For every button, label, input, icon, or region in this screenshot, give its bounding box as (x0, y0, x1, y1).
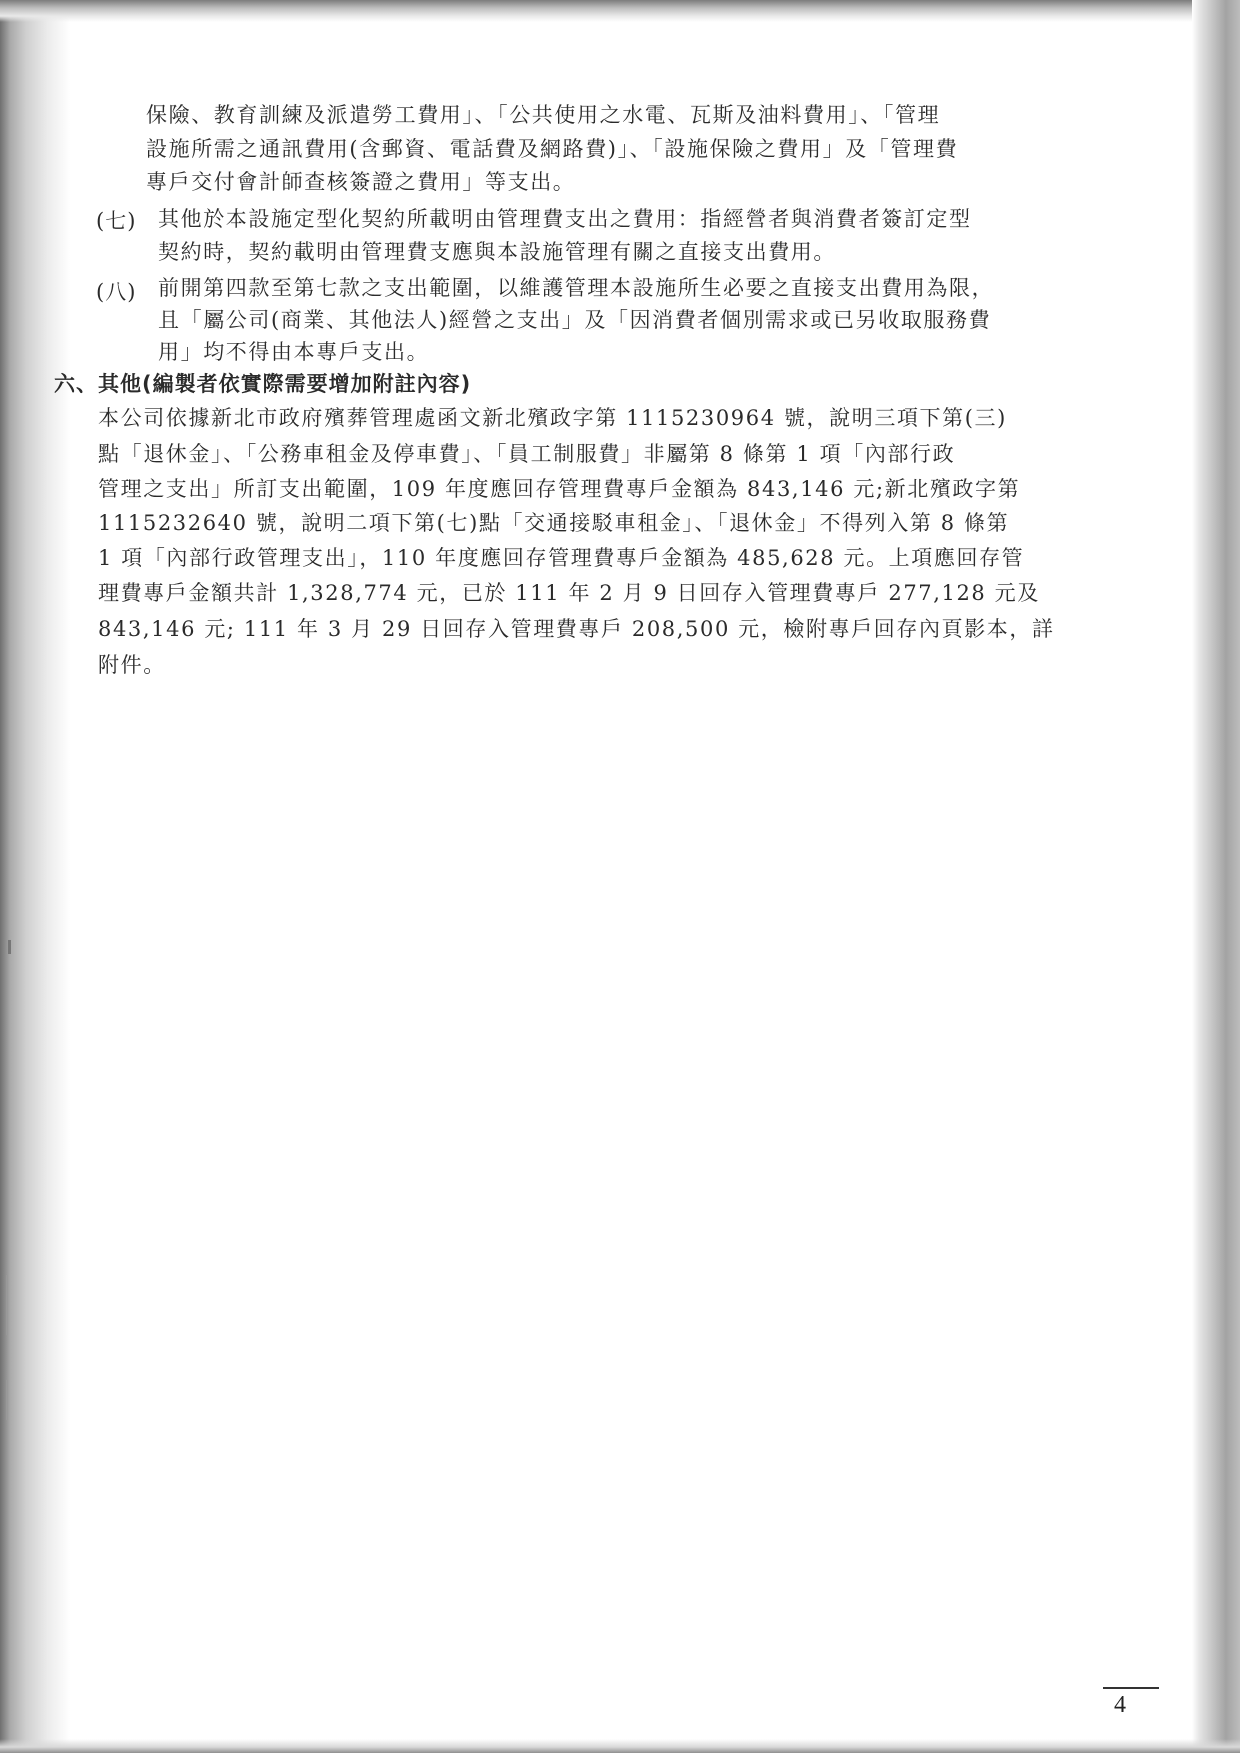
paragraph-line: 843,146 元; 111 年 3 月 29 日回存入管理費專戶 208,500 元，檢附專戶回存內頁影本，詳 (98, 617, 1055, 641)
paragraph-line: 附件。 (98, 653, 166, 677)
paragraph-line: 點「退休金」、「公務車租金及停車費」、「員工制服費」非屬第 8 條第 1 項「內部行政 (98, 442, 956, 466)
paragraph-line: 保險、教育訓練及派遣勞工費用」、「公共使用之水電、瓦斯及油料費用」、「管理 (146, 103, 941, 127)
paragraph-line: 專戶交付會計師查核簽證之費用」等支出。 (146, 170, 576, 194)
paragraph-line: 前開第四款至第七款之支出範圍，以維護管理本設施所生必要之直接支出費用為限， (158, 276, 995, 300)
paragraph-line: 其他於本設施定型化契約所載明由管理費支出之費用：指經營者與消費者簽訂定型 (158, 207, 972, 231)
paragraph-line: 1 項「內部行政管理支出」，110 年度應回存管理費專戶金額為 485,628 元。上項應回存管 (98, 546, 1025, 570)
paragraph-line: 1115232640 號，說明二項下第(七)點「交通接駁車租金」、「退休金」不得列入第 8 條第 (98, 511, 1010, 535)
paragraph-line: 設施所需之通訊費用(含郵資、電話費及網路費)」、「設施保險之費用」及「管理費 (146, 137, 959, 161)
item-marker: (七) (96, 209, 137, 233)
paragraph-line: 理費專戶金額共計 1,328,774 元，已於 111 年 2 月 9 日回存入管理費專戶 277,128 元及 (98, 581, 1040, 605)
section-heading: 六、其他(編製者依實際需要增加附註內容) (54, 372, 472, 396)
paragraph-line: 用」均不得由本專戶支出。 (158, 340, 430, 364)
paragraph-line: 契約時，契約載明由管理費支應與本設施管理有關之直接支出費用。 (158, 240, 836, 264)
paragraph-line: 本公司依據新北市政府殯葬管理處函文新北殯政字第 1115230964 號，說明三項下第(三) (98, 406, 1007, 430)
paragraph-line: 且「屬公司(商業、其他法人)經營之支出」及「因消費者個別需求或已另收取服務費 (158, 308, 992, 332)
paragraph-line: 管理之支出」所訂支出範圍，109 年度應回存管理費專戶金額為 843,146 元;新北殯政字第 (98, 477, 1021, 501)
item-marker: (八) (96, 280, 137, 304)
page-number-rule (1103, 1687, 1159, 1689)
page-number: 4 (1114, 1692, 1126, 1718)
